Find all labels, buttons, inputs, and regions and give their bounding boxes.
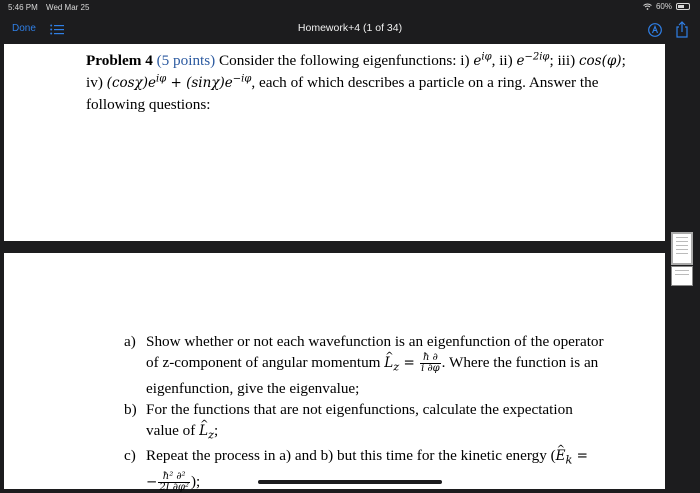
pdf-page-1: [4, 44, 665, 241]
page-thumbnail-1[interactable]: [671, 232, 693, 265]
pdf-page-2: [4, 253, 665, 493]
battery-percent: 60%: [655, 2, 672, 11]
question-list: [124, 331, 604, 493]
problem-heading: Problem 4: [86, 52, 153, 69]
question-b-text: For the functions that are not eigenfunctions, calculate the expectation value of: [146, 400, 573, 439]
battery-fill: [678, 5, 684, 8]
status-bar: [0, 0, 700, 14]
ek-fraction: $\frac{\text{ħ² ∂²}}{\text{2I ∂φ²}}$: [159, 471, 189, 493]
eigenfunction-1: $e^{i\varphi}$: [473, 51, 492, 69]
question-c-label: c): [124, 447, 136, 465]
eigenfunction-3: cos(φ): [578, 53, 622, 69]
eigenfunction-4: $(\cos\chi)e^{i\varphi} + (\sin\chi)e^{-i\varphi}$: [106, 73, 252, 91]
battery-icon: [676, 3, 690, 10]
page-thumbnail-2[interactable]: [671, 266, 693, 286]
status-date: Wed Mar 25: [46, 3, 90, 12]
problem-intro: Consider the following eigenfunctions: i): [219, 52, 470, 69]
status-time: 5:46 PM: [8, 3, 38, 12]
question-a: [124, 331, 604, 399]
document-title: Homework+4 (1 of 34): [297, 22, 403, 34]
nav-bar: [0, 14, 700, 44]
lz-fraction: $\frac{ħ \partial}{i \partial\varphi}$: [421, 352, 440, 375]
question-a-text: Show whether or not each wavefunction is an eigenfunction of the operator of z-component of angular momentum: [146, 333, 604, 371]
thumbnail-strip[interactable]: [665, 44, 700, 489]
separator-2: , ii): [491, 52, 513, 69]
question-b-label: b): [124, 400, 137, 418]
problem-statement: [86, 50, 626, 115]
problem-outro: , each of which describes a particle on a ring. Answer the following questions:: [86, 74, 599, 113]
share-icon[interactable]: [675, 21, 689, 38]
question-c-text: Repeat the process in a) and b) but this time for the kinetic energy (: [146, 447, 556, 465]
done-button[interactable]: Done: [12, 23, 36, 34]
problem-points: (5 points): [156, 52, 216, 69]
minus-sign: −: [146, 474, 158, 491]
question-c-end: );: [191, 473, 201, 491]
question-a-text-end: . Where the function is an eigenfunction, give the eigenvalue;: [146, 354, 599, 397]
equals-sign: =: [399, 355, 420, 371]
lz-operator-b: ^ $L_z$: [199, 423, 214, 439]
separator-4: ; iv): [86, 52, 626, 91]
wifi-icon: [643, 3, 652, 10]
ek-operator: ^ $E_k$: [556, 448, 573, 464]
question-b-end: ;: [214, 421, 219, 439]
separator-3: ; iii): [549, 52, 576, 69]
equals-sign-c: =: [572, 448, 588, 465]
question-b: [124, 399, 604, 446]
question-c: [124, 445, 604, 493]
eigenfunction-2: $e^{-2i\varphi}$: [516, 51, 550, 69]
markup-pen-icon[interactable]: [648, 23, 662, 37]
question-a-label: a): [124, 333, 136, 350]
lz-operator: ^ $L_z$: [384, 355, 399, 371]
page-gap: [4, 241, 665, 253]
home-indicator[interactable]: [258, 480, 442, 484]
